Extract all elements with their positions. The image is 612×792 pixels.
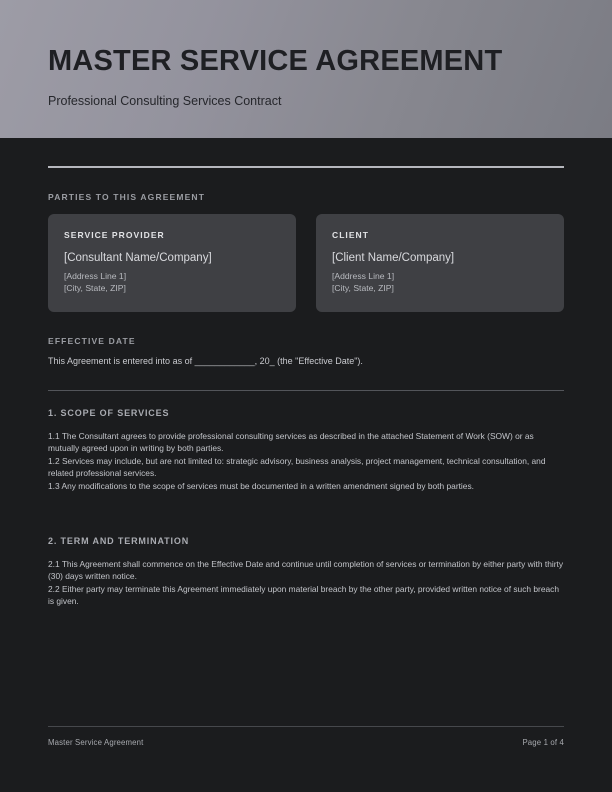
section-title: 1. SCOPE OF SERVICES — [48, 408, 170, 418]
parties-card-row — [48, 214, 564, 312]
party-role-label: CLIENT — [332, 230, 369, 240]
page-title: MASTER SERVICE AGREEMENT — [48, 45, 503, 77]
footer-document-name: Master Service Agreement — [48, 738, 144, 747]
page-subtitle: Professional Consulting Services Contract — [48, 94, 282, 108]
document-body — [0, 138, 612, 792]
party-role-label: SERVICE PROVIDER — [64, 230, 165, 240]
parties-section-label: PARTIES TO THIS AGREEMENT — [48, 192, 206, 202]
party-name-field: [Client Name/Company] — [332, 252, 455, 264]
clause-paragraph: 1.3 Any modifications to the scope of services must be documented in a written amendment signed by both parties. — [48, 480, 474, 491]
clause-paragraph: 2.1 This Agreement shall commence on the Effective Date and continue until completion of services or termination by either party with thirty (30) days written notice. — [48, 559, 564, 582]
section-title: 2. TERM AND TERMINATION — [48, 536, 190, 547]
top-divider — [48, 166, 564, 168]
section-term-and-termination — [48, 536, 564, 608]
clause-paragraph: 1.2 Services may include, but are not limited to: strategic advisory, business analysis, project management, technical consultation, and related professional services. — [48, 455, 546, 479]
section-scope-of-services — [48, 390, 564, 492]
party-name-field: [Consultant Name/Company] — [64, 252, 212, 264]
section-divider — [48, 390, 564, 391]
party-address-line-1: [Address Line 1] — [64, 271, 127, 281]
clause-paragraph: 2.2 Either party may terminate this Agreement immediately upon material breach by the other party, provided written notice of such breach is given. — [48, 583, 559, 607]
party-address-line-2: [City, State, ZIP] — [332, 282, 394, 293]
party-address-line-2: [City, State, ZIP] — [64, 282, 126, 293]
effective-date-text: This Agreement is entered into as of ____________, 20_ (the "Effective Date"). — [48, 356, 363, 366]
party-address-line-1: [Address Line 1] — [332, 271, 395, 281]
party-card-client — [316, 214, 564, 312]
footer-page-indicator: Page 1 of 4 — [522, 738, 564, 747]
party-card-service-provider — [48, 214, 296, 312]
footer-row — [48, 738, 564, 747]
effective-date-section — [48, 336, 564, 368]
section-clause-list — [48, 558, 564, 608]
footer-divider — [48, 726, 564, 727]
document-footer — [48, 726, 564, 747]
effective-date-label: EFFECTIVE DATE — [48, 336, 136, 346]
section-clause-list — [48, 430, 564, 492]
document-header-band — [0, 0, 612, 138]
parties-section — [48, 192, 564, 312]
clause-paragraph: 1.1 The Consultant agrees to provide professional consulting services as described in the attached Statement of Work (SOW) or as mutually agreed upon in writing by both parties. — [48, 431, 534, 454]
